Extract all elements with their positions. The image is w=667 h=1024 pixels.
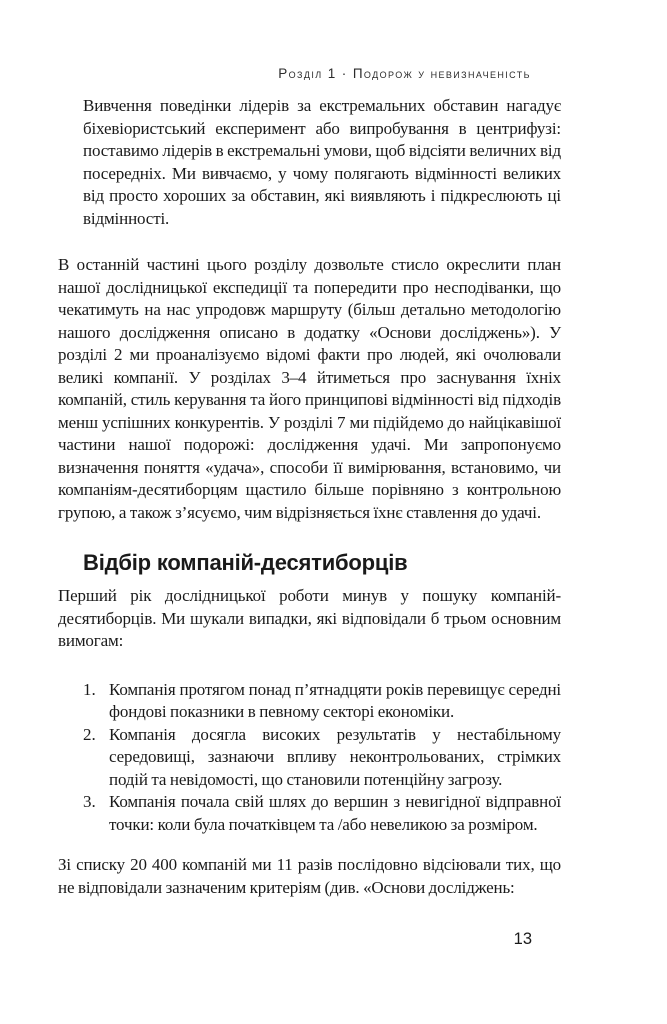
- list-item: [83, 679, 561, 724]
- list-item: [83, 791, 561, 836]
- page-number: 13: [513, 930, 532, 948]
- list-item-number: 2.: [83, 724, 96, 744]
- list-item-text: Компанія почала свій шлях до вершин з невигідної відправної точки: коли була початківцем та /або невеликою за розміром.: [109, 792, 561, 834]
- list-item-number: 3.: [83, 792, 96, 811]
- text-column: [58, 0, 561, 899]
- section-heading: Відбір компаній-десятиборців: [83, 550, 408, 575]
- running-header: Розділ 1 · Подорож у невизначеність: [278, 66, 531, 81]
- epigraph-paragraph: Вивчення поведінки лідерів за екстремальних обставин нагадує біхевіористський експеримент або випробування в центрифузі: поставимо лідерів в екстремальні умови, щоб відсіяти величних від посередніх. Ми вивчаємо, у чому полягають відмінності великих від просто хороших за обставин, які виявляють і підкреслюють ці відмінності.: [83, 96, 561, 228]
- list-item-text: Компанія досягла високих результатів у нестабільному середовищі, зазнаючи впливу неконтрольованих, стрімких подій та невідомості, що становили потенційну загрозу.: [109, 724, 561, 789]
- criteria-list: [58, 679, 561, 837]
- paragraph-intro: Перший рік дослідницької роботи минув у пошуку компаній-десятиборців. Ми шукали випадки, які відповідали б трьом основним вимогам:: [58, 586, 561, 650]
- list-item: [83, 724, 561, 792]
- list-item-number: 1.: [83, 679, 96, 699]
- list-item-text: Компанія протягом понад п’ятнадцяти років перевищує середні фондові показники в певному секторі економіки.: [109, 679, 561, 721]
- paragraph-final: Зі списку 20 400 компаній ми 11 разів послідовно відсіювали тих, що не відповідали зазначеним критеріям (див. «Основи досліджень:: [58, 855, 561, 897]
- paragraph-research-plan: В останній частині цього розділу дозвольте стисло окреслити план нашої дослідницької експедиції та попередити про несподіванки, що чекатимуть на нас упродовж маршруту (більш детально методологію нашого дослідження описано в додатку «Основи досліджень»). У розділі 2 ми проаналізуємо відомі факти про людей, які очолювали великі компанії. У розділах 3–4 йтиметься про заснування їхніх компаній, стиль керування та його принципові відмінності від підходів менш успішних конкурентів. У розділі 7 ми підійдемо до найцікавішої частини нашої подорожі: дослідження удачі. Ми запропонуємо визначення поняття «удача», способи її вимірювання, встановимо, чи компаніям-десятиборцям щастило більше порівняно з контрольною групою, а також з’ясуємо, чим відрізняється їхнє ставлення до удачі.: [58, 255, 561, 522]
